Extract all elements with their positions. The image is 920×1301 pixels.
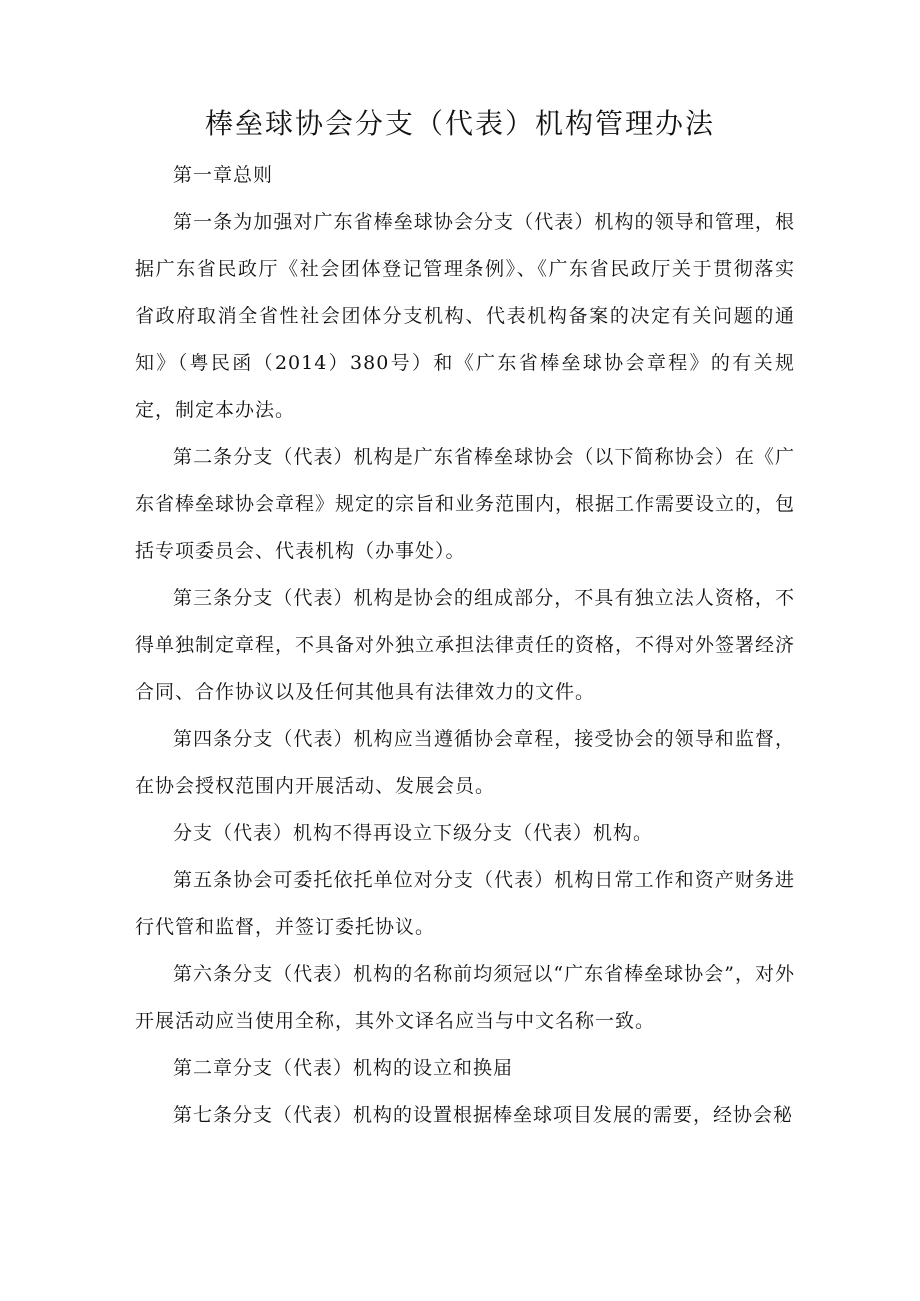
article-4-clause: 分支（代表）机构不得再设立下级分支（代表）机构。: [173, 822, 654, 844]
document-title: 棒垒球协会分支（代表）机构管理办法: [204, 107, 715, 140]
article-1: 第一条为加强对广东省棒垒球协会分支（代表）机构的领导和管理，根据广东省民政厅《社会团体登记管理条例》、《广东省民政厅关于贯彻落实省政府取消全省性社会团体分支机构、代表机构备案的决定有关问题的通知》（粤民函（2014）380号）和《广东省棒垒球协会章程》的有关规定，制定本办法。: [135, 211, 795, 421]
article-6: 第六条分支（代表）机构的名称前均须冠以“广东省棒垒球协会”，对外开展活动应当使用全称，其外文译名应当与中文名称一致。: [135, 963, 795, 1032]
article-2: 第二条分支（代表）机构是广东省棒垒球协会（以下简称协会）在《广东省棒垒球协会章程》规定的宗旨和业务范围内，根据工作需要设立的，包括专项委员会、代表机构（办事处）。: [135, 446, 796, 562]
document-body: [135, 152, 795, 1139]
article-4: 第四条分支（代表）机构应当遵循协会章程，接受协会的领导和监督，在协会授权范围内开展活动、发展会员。: [135, 728, 795, 797]
chapter-heading-2: 第二章分支（代表）机构的设立和换届: [173, 1057, 514, 1079]
chapter-heading-1: 第一章总则: [173, 164, 274, 186]
article-3: 第三条分支（代表）机构是协会的组成部分，不具有独立法人资格，不得单独制定章程，不具备对外独立承担法律责任的资格，不得对外签署经济合同、合作协议以及任何其他具有法律效力的文件。: [135, 587, 796, 703]
article-5: 第五条协会可委托依托单位对分支（代表）机构日常工作和资产财务进行代管和监督，并签订委托协议。: [135, 869, 795, 938]
article-7: 第七条分支（代表）机构的设置根据棒垒球项目发展的需要，经协会秘: [173, 1104, 794, 1126]
